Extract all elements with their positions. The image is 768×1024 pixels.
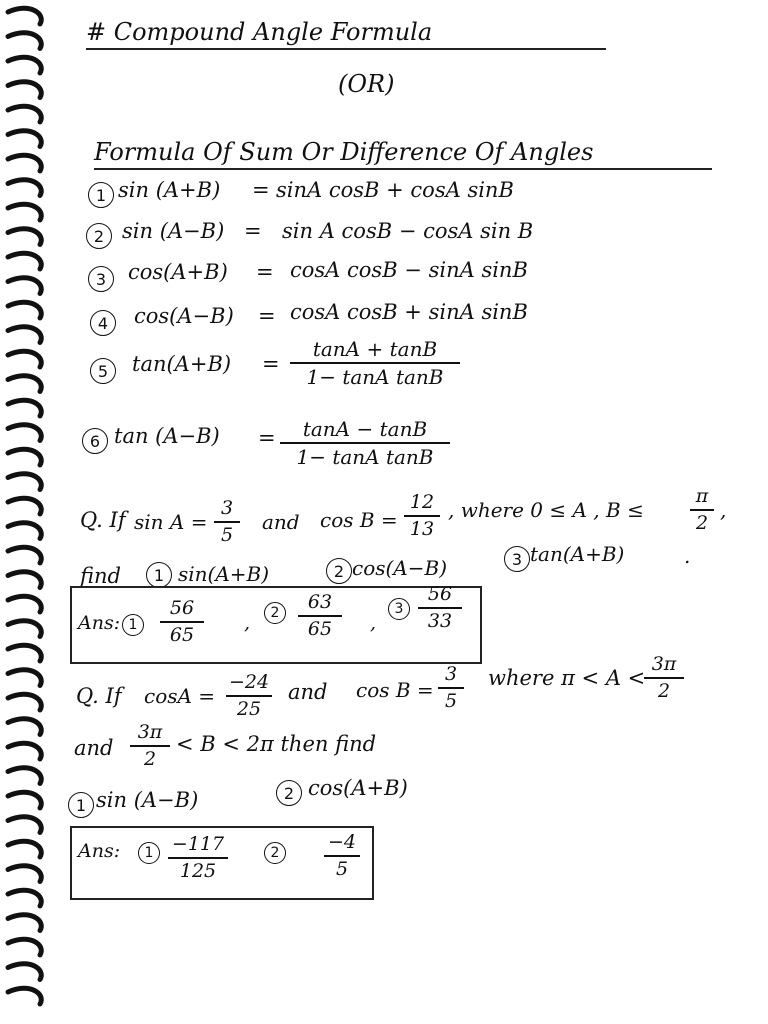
formula-1-eq: = bbox=[252, 178, 270, 202]
spiral-coil bbox=[8, 670, 41, 686]
q1-part-2-number: 2 bbox=[326, 558, 352, 584]
formula-1-lhs: sin (A+B) bbox=[118, 178, 221, 202]
numerator: 3π bbox=[651, 653, 677, 675]
denominator: 5 bbox=[444, 689, 458, 712]
spiral-coil bbox=[8, 694, 41, 710]
formula-1-number: 1 bbox=[88, 182, 114, 208]
q1-dot: . bbox=[684, 544, 691, 568]
q2-prefix: Q. If bbox=[76, 684, 122, 708]
q2-cosB: cos B = bbox=[356, 678, 434, 702]
numerator: −4 bbox=[327, 831, 356, 853]
formula-5-number: 5 bbox=[90, 358, 116, 384]
q2-part-1-number: 1 bbox=[68, 792, 94, 818]
q2-range: < B < 2π then find bbox=[176, 732, 377, 756]
fraction-bar bbox=[226, 695, 272, 697]
q2-part-2-number: 2 bbox=[276, 780, 302, 806]
q1-part-2: cos(A−B) bbox=[352, 556, 448, 580]
q2-and: and bbox=[288, 680, 328, 704]
q2-answer-2-fraction bbox=[324, 832, 360, 880]
numerator: 3π bbox=[137, 721, 163, 743]
spiral-coil bbox=[8, 939, 41, 955]
spiral-coil bbox=[8, 155, 41, 171]
formula-5-fraction bbox=[290, 338, 460, 388]
formula-3-lhs: cos(A+B) bbox=[128, 260, 228, 284]
q2-answer-label: Ans: bbox=[78, 840, 121, 862]
spiral-coil bbox=[8, 523, 41, 539]
formula-5-numerator: tanA + tanB bbox=[312, 337, 438, 361]
q1-answer-2-number: 2 bbox=[264, 602, 286, 624]
numerator: 56 bbox=[169, 597, 195, 619]
formula-4-lhs: cos(A−B) bbox=[134, 304, 234, 328]
spiral-coil bbox=[8, 253, 41, 269]
denominator: 65 bbox=[169, 623, 195, 646]
fraction-bar bbox=[438, 687, 464, 689]
fraction-bar bbox=[644, 677, 684, 679]
q1-sinA: sin A = bbox=[134, 510, 208, 534]
q2-range-1-fraction bbox=[644, 654, 684, 702]
formula-6-number: 6 bbox=[82, 428, 108, 454]
denominator: 25 bbox=[236, 697, 262, 720]
q1-pi-fraction bbox=[690, 486, 714, 534]
spiral-coil bbox=[8, 719, 41, 735]
formula-1-rhs: sinA cosB + cosA sinB bbox=[276, 178, 514, 202]
q1-answer-1-fraction bbox=[160, 598, 204, 646]
spiral-coil bbox=[8, 33, 41, 49]
spiral-coil bbox=[8, 376, 41, 392]
q1-answer-2-fraction bbox=[298, 592, 342, 640]
spiral-coil bbox=[8, 425, 41, 441]
denominator: 5 bbox=[220, 523, 234, 546]
denominator: 2 bbox=[143, 747, 157, 770]
formula-6-denominator: 1− tanA tanB bbox=[296, 445, 434, 469]
q2-where: where π < A < bbox=[488, 666, 646, 690]
numerator: −24 bbox=[228, 671, 270, 693]
numerator: 63 bbox=[307, 591, 333, 613]
formula-5-lhs: tan(A+B) bbox=[132, 352, 232, 376]
q1-answer-3-fraction bbox=[418, 584, 462, 632]
spiral-coil bbox=[8, 57, 41, 73]
formula-5-eq: = bbox=[262, 352, 280, 376]
spiral-coil bbox=[8, 743, 41, 759]
formula-4-rhs: cosA cosB + sinA sinB bbox=[290, 300, 528, 324]
formula-6-fraction bbox=[280, 418, 450, 468]
q1-prefix: Q. If bbox=[80, 508, 126, 532]
spiral-coil bbox=[8, 866, 41, 882]
q2-cosA-fraction bbox=[226, 672, 272, 720]
spiral-coil bbox=[8, 351, 41, 367]
q1-answer-3-number: 3 bbox=[388, 598, 410, 620]
spiral-coil bbox=[8, 621, 41, 637]
or-label: (OR) bbox=[338, 70, 395, 98]
denominator: 33 bbox=[427, 609, 453, 632]
fraction-bar bbox=[324, 855, 360, 857]
spiral-coil bbox=[8, 817, 41, 833]
spiral-coil bbox=[8, 106, 41, 122]
denominator: 2 bbox=[657, 679, 671, 702]
denominator: 2 bbox=[695, 511, 709, 534]
spiral-coil bbox=[8, 278, 41, 294]
spiral-coil bbox=[8, 547, 41, 563]
fraction-bar bbox=[160, 621, 204, 623]
formula-4-eq: = bbox=[258, 304, 276, 328]
numerator: π bbox=[695, 485, 709, 507]
spiral-coil bbox=[8, 180, 41, 196]
fraction-bar bbox=[214, 521, 240, 523]
q2-cosA: cosA = bbox=[144, 684, 216, 708]
spiral-coil bbox=[8, 204, 41, 220]
spiral-coil bbox=[8, 841, 41, 857]
spiral-coil bbox=[8, 302, 41, 318]
spiral-coil bbox=[8, 131, 41, 147]
spiral-coil bbox=[8, 645, 41, 661]
q2-part-1: sin (A−B) bbox=[96, 788, 199, 812]
page-title: # Compound Angle Formula bbox=[86, 18, 606, 50]
fraction-bar bbox=[130, 745, 170, 747]
denominator: 125 bbox=[179, 859, 217, 882]
q1-and: and bbox=[262, 510, 300, 534]
subtitle: Formula Of Sum Or Difference Of Angles bbox=[94, 138, 712, 170]
spiral-coil bbox=[8, 915, 41, 931]
formula-2-lhs: sin (A−B) bbox=[122, 219, 225, 243]
formula-6-eq: = bbox=[258, 426, 276, 450]
q1-sinA-fraction bbox=[214, 498, 240, 546]
spiral-binding bbox=[0, 0, 60, 1024]
q1-cosB-fraction bbox=[404, 492, 440, 540]
spiral-coil bbox=[8, 890, 41, 906]
spiral-coil bbox=[8, 229, 41, 245]
fraction-bar bbox=[290, 362, 460, 364]
numerator: 3 bbox=[220, 497, 234, 519]
spiral-coil bbox=[8, 768, 41, 784]
formula-5-denominator: 1− tanA tanB bbox=[306, 365, 444, 389]
spiral-coil bbox=[8, 400, 41, 416]
q1-find: find bbox=[80, 564, 121, 588]
spiral-coil bbox=[8, 498, 41, 514]
spiral-coil bbox=[8, 327, 41, 343]
spiral-coil bbox=[8, 792, 41, 808]
fraction-bar bbox=[168, 857, 228, 859]
spiral-coil bbox=[8, 596, 41, 612]
numerator: 12 bbox=[409, 491, 435, 513]
formula-3-rhs: cosA cosB − sinA sinB bbox=[290, 258, 528, 282]
q1-part-1-number: 1 bbox=[146, 562, 172, 588]
formula-6-lhs: tan (A−B) bbox=[114, 424, 220, 448]
fraction-bar bbox=[280, 442, 450, 444]
q2-and-2: and bbox=[74, 736, 114, 760]
fraction-bar bbox=[404, 515, 440, 517]
q2-answer-1-fraction bbox=[168, 834, 228, 882]
separator: , bbox=[370, 612, 377, 634]
q1-where: , where 0 ≤ A , B ≤ bbox=[448, 498, 644, 522]
q2-part-2: cos(A+B) bbox=[308, 776, 408, 800]
numerator: 3 bbox=[444, 663, 458, 685]
q2-answer-2-number: 2 bbox=[264, 842, 286, 864]
q1-part-3: tan(A+B) bbox=[530, 542, 625, 566]
formula-3-eq: = bbox=[256, 260, 274, 284]
formula-2-number: 2 bbox=[86, 223, 112, 249]
spiral-coil bbox=[8, 572, 41, 588]
denominator: 5 bbox=[335, 857, 349, 880]
denominator: 65 bbox=[307, 617, 333, 640]
spiral-coil bbox=[8, 82, 41, 98]
q2-range-2-fraction bbox=[130, 722, 170, 770]
spiral-coil bbox=[8, 988, 41, 1004]
spiral-coil bbox=[8, 474, 41, 490]
q1-answer-1-number: 1 bbox=[122, 614, 144, 636]
spiral-coil bbox=[8, 449, 41, 465]
fraction-bar bbox=[298, 615, 342, 617]
fraction-bar bbox=[418, 607, 462, 609]
formula-2-rhs: sin A cosB − cosA sin B bbox=[282, 219, 534, 243]
formula-4-number: 4 bbox=[90, 310, 116, 336]
formula-3-number: 3 bbox=[88, 266, 114, 292]
q1-comma: , bbox=[720, 498, 727, 522]
q2-cosB-fraction bbox=[438, 664, 464, 712]
denominator: 13 bbox=[409, 517, 435, 540]
q1-part-1: sin(A+B) bbox=[178, 562, 270, 586]
q1-cosB: cos B = bbox=[320, 508, 398, 532]
fraction-bar bbox=[690, 509, 714, 511]
formula-6-numerator: tanA − tanB bbox=[302, 417, 428, 441]
spiral-coil bbox=[8, 964, 41, 980]
numerator: 56 bbox=[427, 583, 453, 605]
q1-part-3-number: 3 bbox=[504, 546, 530, 572]
q1-answer-label: Ans: bbox=[78, 612, 121, 634]
formula-2-eq: = bbox=[244, 219, 262, 243]
q2-answer-1-number: 1 bbox=[138, 842, 160, 864]
numerator: −117 bbox=[171, 833, 225, 855]
spiral-coil bbox=[8, 8, 41, 24]
separator: , bbox=[244, 612, 251, 634]
